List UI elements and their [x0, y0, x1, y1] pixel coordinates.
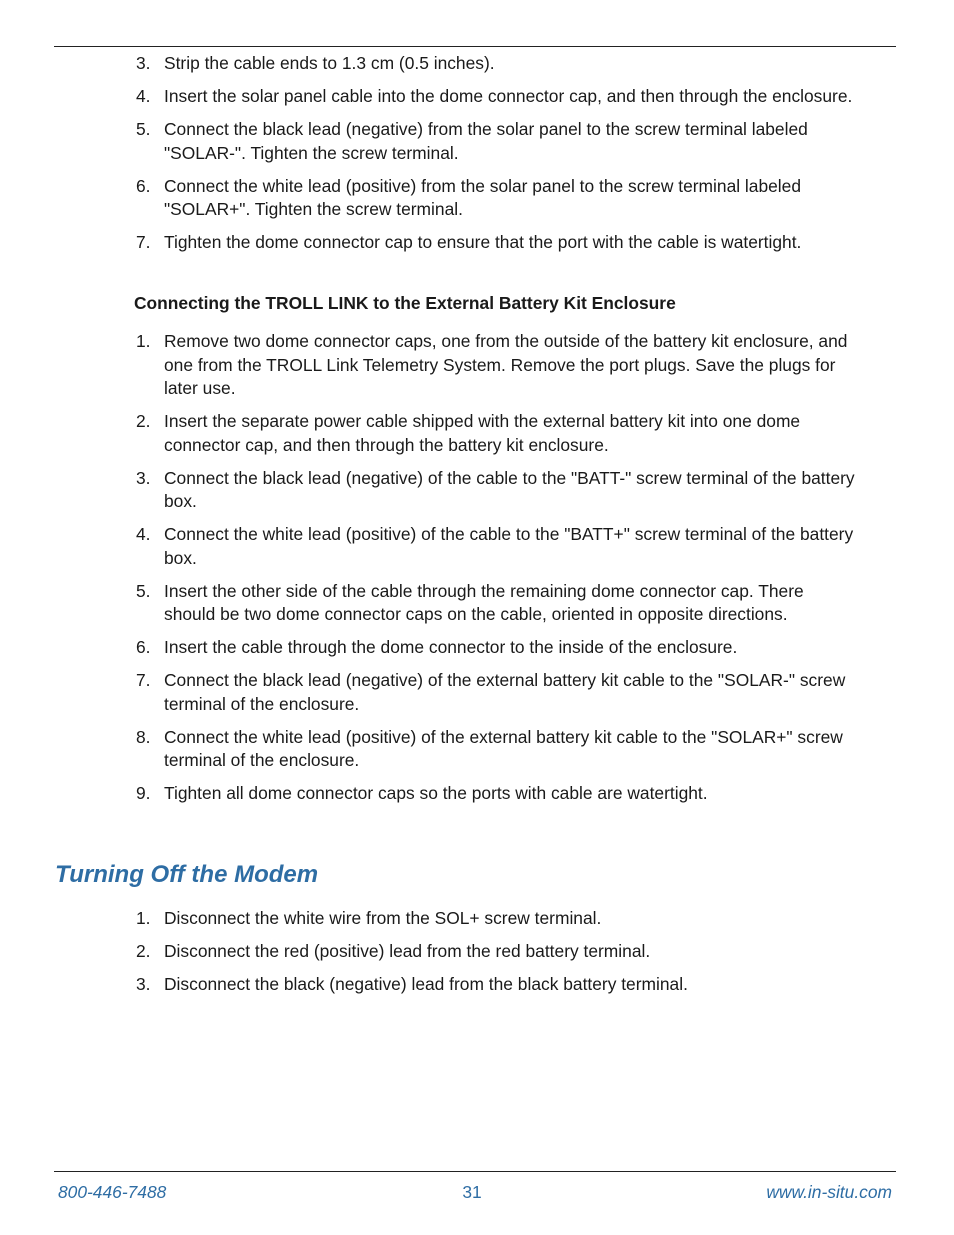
list-item [0, 410, 954, 457]
list-item-text: Connect the white lead (positive) of the external battery kit cable to the "SOLAR+" screw terminal of the enclosure. [164, 726, 843, 770]
list-item [0, 330, 954, 401]
list-item [0, 175, 954, 222]
list-item-number: 1. [136, 331, 151, 351]
list-item-number: 6. [136, 175, 151, 196]
list-item-number: 8. [136, 726, 151, 747]
list-item-number: 4. [136, 524, 151, 544]
list-item-text: Insert the solar panel cable into the dome connector cap, and then through the enclosure. [164, 86, 853, 106]
list-item [0, 726, 954, 773]
list-item [0, 467, 954, 514]
list-item-number: 4. [136, 86, 151, 106]
list-item [0, 669, 954, 716]
list-item [0, 940, 954, 964]
footer-page-number: 31 [462, 1182, 482, 1202]
footer-rule [54, 1171, 896, 1172]
list-item [0, 52, 954, 76]
list-item-number: 7. [136, 232, 151, 252]
list-item [0, 118, 954, 165]
list-item-text: Connect the white lead (positive) from the solar panel to the screw terminal labeled "SOLAR+". Tighten the screw terminal. [164, 175, 802, 219]
list-item-number: 6. [136, 637, 151, 657]
list-item [0, 973, 954, 997]
list-item-number: 1. [136, 908, 151, 928]
list-item-number: 5. [136, 119, 151, 139]
list-item-number: 9. [136, 783, 151, 803]
list-turn-off-modem [0, 907, 954, 997]
list-item [0, 85, 954, 109]
list-item-text: Connect the black lead (negative) from the solar panel to the screw terminal labeled "SOLAR-". Tighten the screw terminal. [164, 119, 808, 163]
list-item [0, 580, 954, 627]
list-item-text: Insert the other side of the cable through the remaining dome connector cap. There should be two dome connector caps on the cable, oriented in opposite directions. [164, 580, 804, 624]
subheading: Connecting the TROLL LINK to the External Battery Kit Enclosure [134, 293, 676, 313]
list-item [0, 782, 954, 806]
list-item-text: Tighten the dome connector cap to ensure that the port with the cable is watertight. [164, 232, 802, 252]
list-item-text: Insert the cable through the dome connector to the inside of the enclosure. [164, 637, 738, 657]
list-item [0, 907, 954, 931]
list-item-text: Connect the black lead (negative) of the cable to the "BATT-" screw terminal of the battery box. [164, 467, 855, 511]
list-item [0, 231, 954, 255]
list-item-text: Connect the white lead (positive) of the cable to the "BATT+" screw terminal of the battery box. [164, 524, 854, 568]
list-item-text: Disconnect the black (negative) lead from the black battery terminal. [164, 974, 688, 994]
section-title: Turning Off the Modem [55, 861, 319, 888]
list-item-number: 5. [136, 580, 151, 601]
list-item-number: 3. [136, 53, 151, 73]
list-item-text: Insert the separate power cable shipped with the external battery kit into one dome connector cap, and then through the battery kit enclosure. [164, 411, 801, 455]
footer-phone: 800-446-7488 [58, 1182, 167, 1202]
list-item-number: 2. [136, 941, 151, 961]
list-item-text: Tighten all dome connector caps so the ports with cable are watertight. [164, 783, 708, 803]
list-battery-kit [0, 330, 954, 806]
list-item-number: 3. [136, 974, 151, 994]
list-item-text: Remove two dome connector caps, one from the outside of the battery kit enclosure, and one from the TROLL Link Telemetry System. Remove the port plugs. Save the plugs for later use. [164, 331, 848, 398]
list-item-text: Disconnect the red (positive) lead from the red battery terminal. [164, 941, 651, 961]
list-item [0, 523, 954, 570]
list-item-number: 7. [136, 670, 151, 690]
list-solar-panel [0, 52, 954, 255]
footer-website[interactable]: www.in-situ.com [766, 1182, 892, 1202]
list-item-text: Disconnect the white wire from the SOL+ screw terminal. [164, 908, 602, 928]
list-item-number: 2. [136, 411, 151, 431]
header-rule [54, 46, 896, 47]
list-item [0, 636, 954, 660]
list-item-text: Strip the cable ends to 1.3 cm (0.5 inches). [164, 53, 495, 73]
list-item-number: 3. [136, 467, 151, 488]
list-item-text: Connect the black lead (negative) of the external battery kit cable to the "SOLAR-" screw terminal of the enclosure. [164, 670, 846, 714]
